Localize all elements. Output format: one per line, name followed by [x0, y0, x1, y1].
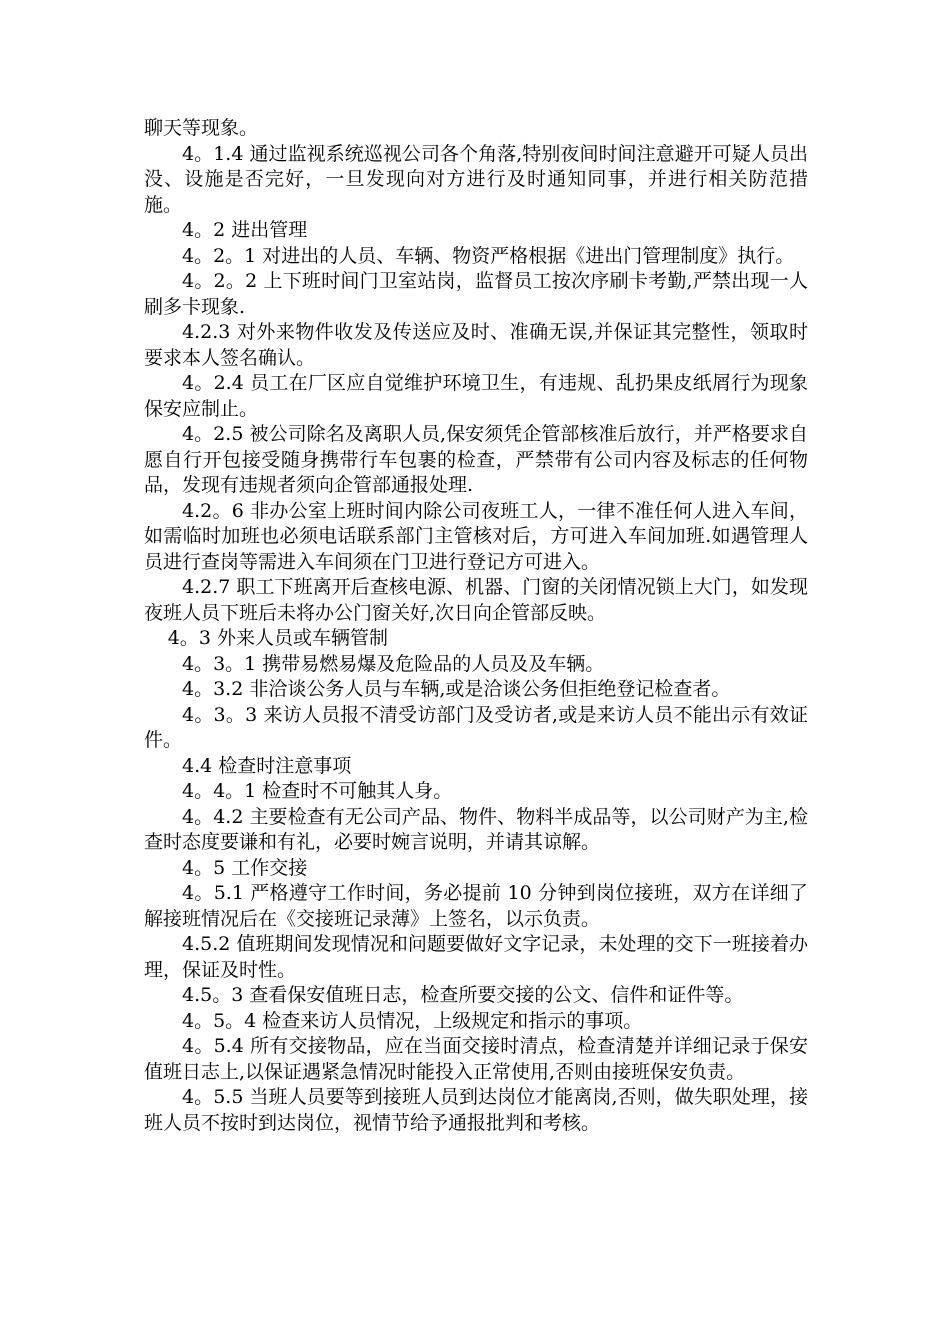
paragraph: 4。2 进出管理 — [182, 219, 308, 241]
paragraph: 4。3。1 携带易燃易爆及危险品的人员及及车辆。 — [182, 652, 605, 675]
paragraph: 4。1.4 通过监视系统巡视公司各个角落,特别夜间时间注意避开可疑人员出没、设施是否完好，一旦发现向对方进行及时通知同事，并进行相关防范措施。 — [144, 142, 808, 216]
paragraph: 4。2.4 员工在厂区应自觉维护环境卫生，有违规、乱扔果皮纸屑行为现象保安应制止。 — [144, 372, 808, 420]
paragraph: 4。3.2 非洽谈公务人员与车辆,或是洽谈公务但拒绝登记检查者。 — [182, 678, 731, 700]
paragraph: 4.5.2 值班期间发现情况和问题要做好文字记录，未处理的交下一班接着办理，保证及时性。 — [144, 933, 808, 981]
paragraph: 4。2.5 被公司除名及离职人员,保安须凭企管部核准后放行，并严格要求自愿自行开包接受随身携带行车包裹的检查，严禁带有公司内容及标志的任何物品，发现有违规者须向企管部通报处理. — [144, 423, 808, 496]
paragraph: 4。5.1 严格遵守工作时间，务必提前 10 分钟到岗位接班，双方在详细了解接班情况后在《交接班记录薄》上签名，以示负责。 — [144, 882, 808, 930]
paragraph: 4.2.3 对外来物件收发及传送应及时、准确无误,并保证其完整性，领取时要求本人签名确认。 — [144, 321, 808, 369]
document-page — [144, 116, 808, 1136]
paragraph: 4。5.5 当班人员要等到接班人员到达岗位才能离岗,否则，做失职处理，接班人员不按时到达岗位，视情节给予通报批判和考核。 — [144, 1086, 808, 1134]
paragraph: 4.4 检查时注意事项 — [182, 754, 352, 777]
paragraph: 4。4.2 主要检查有无公司产品、物件、物料半成品等，以公司财产为主,检查时态度要谦和有礼，必要时婉言说明，并请其谅解。 — [144, 805, 808, 853]
paragraph: 4。5。4 检查来访人员情况，上级规定和指示的事项。 — [182, 1009, 643, 1032]
paragraph: 4。3。3 来访人员报不清受访部门及受访者,或是来访人员不能出示有效证件。 — [144, 703, 808, 751]
paragraph: 4。3 外来人员或车辆管制 — [167, 627, 388, 649]
paragraph: 聊天等现象。 — [144, 117, 259, 139]
paragraph: 4.2。6 非办公室上班时间内除公司夜班工人，一律不准任何人进入车间，如需临时加班也必须电话联系部门主管核对后，方可进入车间加班.如遇管理人员进行查岗等需进入车间须在门卫进行登记方可进入。 — [144, 499, 808, 573]
paragraph: 4.2.7 职工下班离开后查核电源、机器、门窗的关闭情况锁上大门，如发现夜班人员下班后未将办公门窗关好,次日向企管部反映。 — [144, 576, 808, 624]
paragraph: 4。4。1 检查时不可触其人身。 — [182, 780, 453, 802]
paragraph: 4。2。1 对进出的人员、车辆、物资严格根据《进出门管理制度》执行。 — [182, 244, 795, 267]
paragraph: 4。2。2 上下班时间门卫室站岗，监督员工按次序刷卡考勤,严禁出现一人刷多卡现象. — [144, 270, 808, 318]
paragraph: 4.5。3 查看保安值班日志，检查所要交接的公文、信件和证件等。 — [182, 984, 744, 1006]
paragraph: 4。5.4 所有交接物品，应在当面交接时清点，检查清楚并详细记录于保安值班日志上,以保证遇紧急情况时能投入正常使用,否则由接班保安负责。 — [144, 1035, 808, 1083]
paragraph: 4。5 工作交接 — [182, 856, 308, 879]
